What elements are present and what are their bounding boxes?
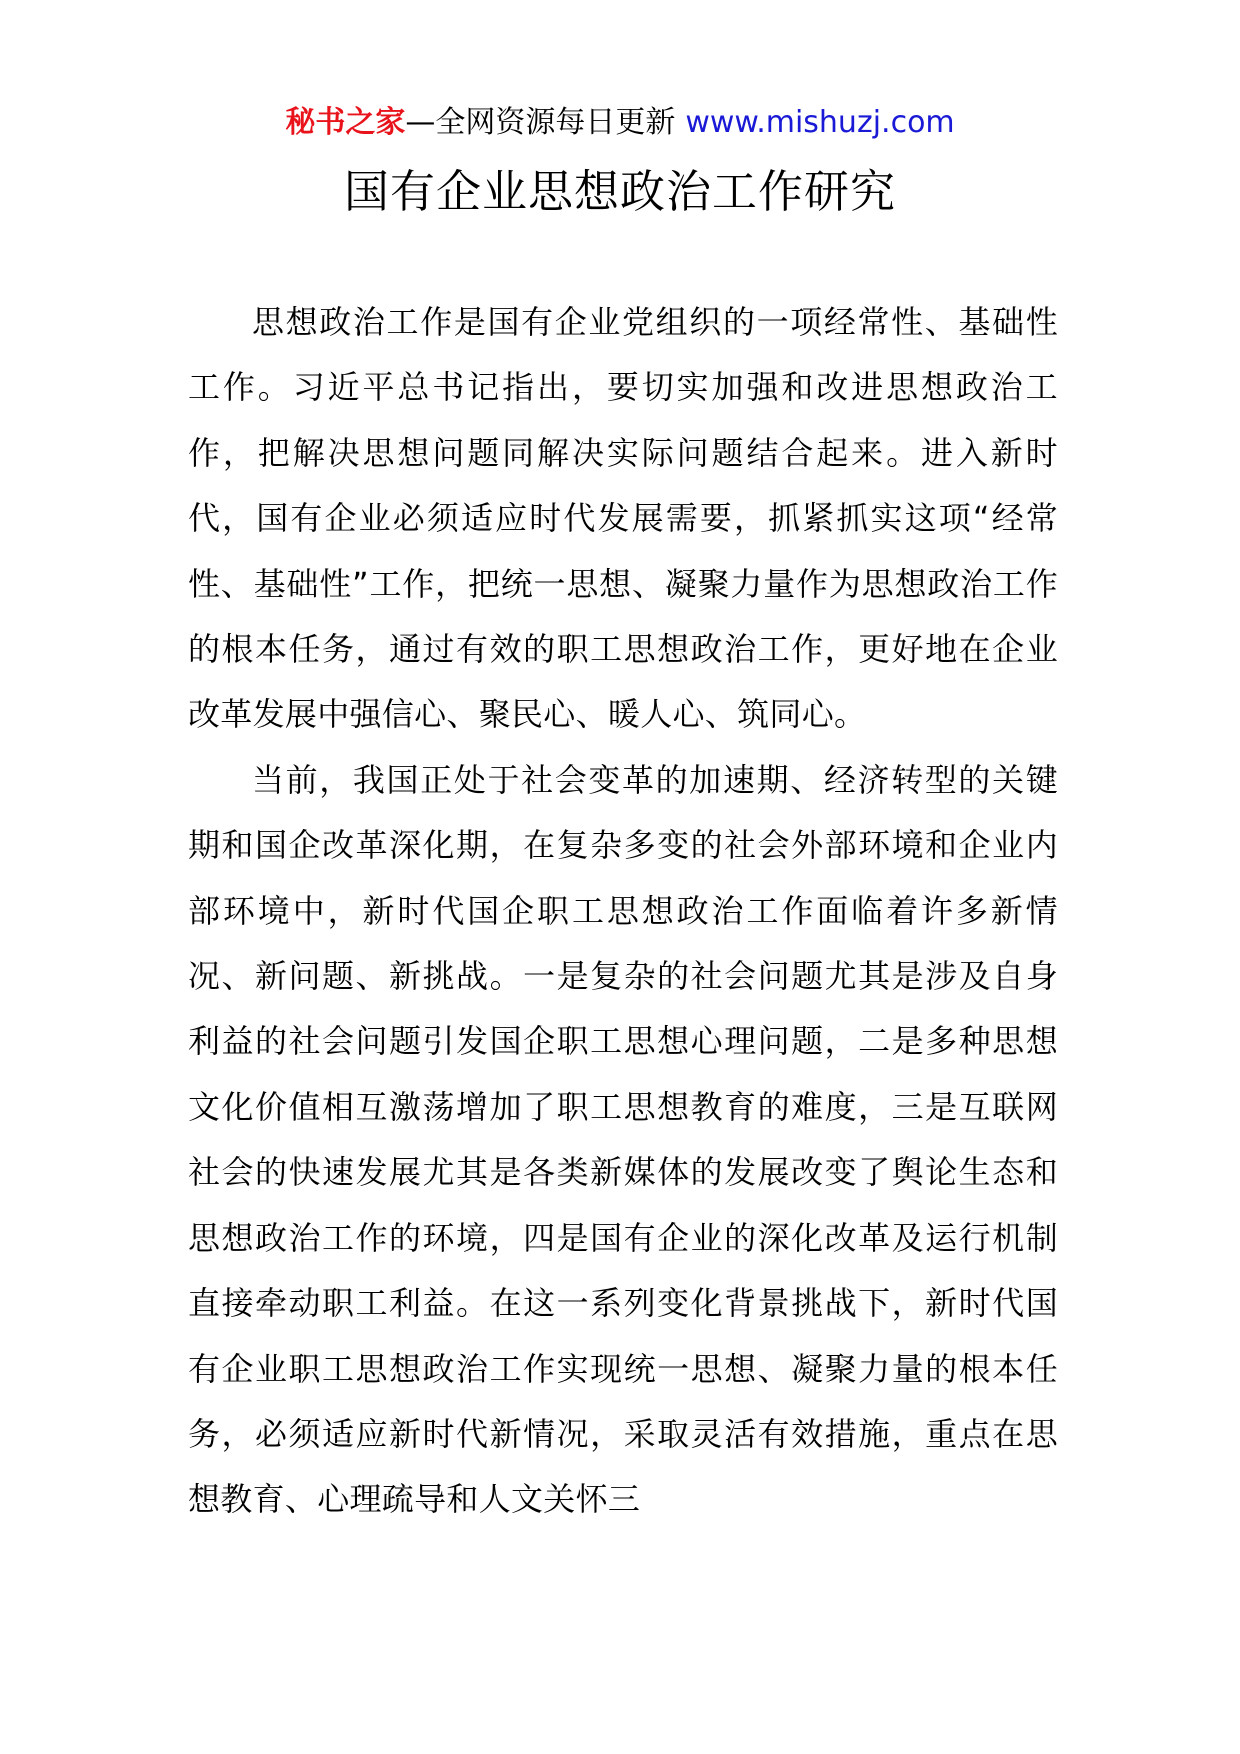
paragraph: 思想政治工作是国有企业党组织的一项经常性、基础性工作。习近平总书记指出，要切实加强和改进思想政治工作，把解决思想问题同解决实际问题结合起来。进入新时代，国有企业必须适应时代发展需要，抓紧抓实这项“经常性、基础性”工作，把统一思想、凝聚力量作为思想政治工作的根本任务，通过有效的职工思想政治工作，更好地在企业改革发展中强信心、聚民心、暖人心、筑同心。 (188, 303, 1058, 734)
paragraph: 当前，我国正处于社会变革的加速期、经济转型的关键期和国企改革深化期，在复杂多变的社会外部环境和企业内部环境中，新时代国企职工思想政治工作面临着许多新情况、新问题、新挑战。一是复杂的社会问题尤其是涉及自身利益的社会问题引发国企职工思想心理问题，二是多种思想文化价值相互激荡增加了职工思想教育的难度，三是互联网社会的快速发展尤其是各类新媒体的发展改变了舆论生态和思想政治工作的环境，四是国有企业的深化改革及运行机制直接牵动职工利益。在这一系列变化背景挑战下，新时代国有企业职工思想政治工作实现统一思想、凝聚力量的根本任务，必须适应新时代新情况，采取灵活有效措施，重点在思想教育、心理疏导和人文关怀三 (188, 760, 1058, 1519)
header-tagline: —全网资源每日更新 (405, 105, 676, 140)
document-title: 国有企业思想政治工作研究 (343, 165, 896, 218)
document-body (188, 290, 1058, 1533)
brand-name: 秘书之家 (285, 105, 406, 140)
site-header (0, 100, 1240, 146)
site-url-link[interactable]: www.mishuzj.com (685, 105, 955, 140)
